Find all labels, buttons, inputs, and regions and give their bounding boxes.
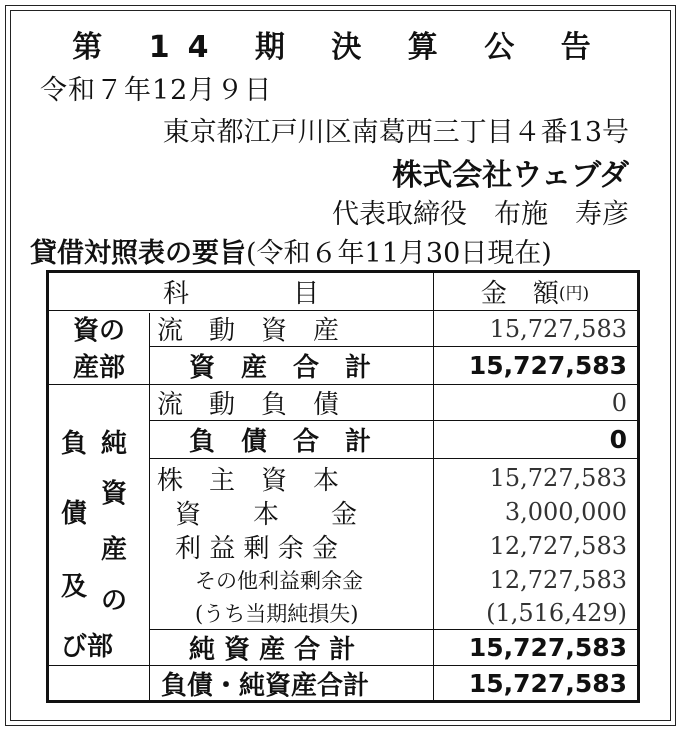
section-assets-line2: 産部 [72, 353, 125, 383]
notice-title: 第 14 期 決 算 公 告 [72, 30, 609, 65]
row-amount-total-liabilities-net-assets: 15,727,583 [468, 668, 627, 698]
row-label-total-liabilities-net-assets: 負債・純資産合計 [161, 670, 370, 701]
row-label-net-loss: (うち当期純損失) [195, 601, 359, 626]
row-label-total-liabilities: 負 債 合 計 [189, 427, 372, 457]
section-divider [149, 313, 150, 700]
row-label-total-assets: 資 産 合 計 [189, 353, 372, 383]
row-label-retained-earnings: 利 益 剰 余 金 [175, 533, 339, 564]
row-amount-total-liabilities: 0 [609, 425, 627, 454]
row-label-shareholders-equity: 株 主 資 本 [157, 465, 340, 496]
section-liab-char-1: 負 [61, 429, 88, 459]
row-amount-shareholders-equity: 15,727,583 [489, 464, 627, 492]
notice-date: 令和７年12月９日 [40, 75, 273, 106]
section-liab-char-2: 債 [61, 499, 88, 529]
representative: 代表取締役 布施 寿彦 [332, 199, 629, 230]
section-net-char-1: 純 [101, 429, 128, 459]
balance-sheet-date: (令和６年11月30日現在) [246, 238, 552, 269]
column-header-unit: (円) [558, 284, 590, 304]
row-label-capital: 資 本 金 [175, 499, 358, 530]
row-amount-net-loss: (1,516,429) [486, 598, 627, 627]
row-label-other-retained-earnings: その他利益剰余金 [195, 568, 363, 593]
row-amount-current-assets: 15,727,583 [489, 314, 627, 343]
row-label-total-net-assets: 純 資 産 合 計 [189, 635, 356, 665]
row-amount-retained-earnings: 12,727,583 [489, 532, 627, 560]
section-net-char-4: の [101, 586, 128, 616]
row-amount-other-retained-earnings: 12,727,583 [489, 565, 627, 594]
section-assets-line1: 資の [72, 316, 125, 346]
company-address: 東京都江戸川区南葛西三丁目４番13号 [162, 117, 629, 148]
column-header-item: 科 目 [162, 279, 319, 309]
section-liab-char-3: 及 [61, 572, 88, 602]
row-label-current-liabilities: 流 動 負 債 [157, 390, 340, 420]
section-net-char-2: 資 [101, 479, 128, 509]
balance-sheet-title: 貸借対照表の要旨 [30, 238, 246, 269]
row-amount-current-liabilities: 0 [611, 388, 627, 417]
row-amount-total-assets: 15,727,583 [468, 351, 627, 380]
balance-sheet-table [46, 270, 640, 703]
balance-sheet-heading [30, 231, 552, 270]
column-header-amount-label: 金 額 [480, 279, 559, 309]
column-header-amount [433, 273, 637, 310]
section-liab-char-4: び部 [61, 632, 114, 662]
row-label-current-assets: 流 動 資 産 [157, 316, 340, 346]
company-name: 株式会社ウェブダ [392, 158, 629, 193]
row-amount-capital: 3,000,000 [504, 498, 627, 526]
row-amount-total-net-assets: 15,727,583 [468, 633, 627, 662]
section-net-char-3: 産 [101, 535, 128, 565]
